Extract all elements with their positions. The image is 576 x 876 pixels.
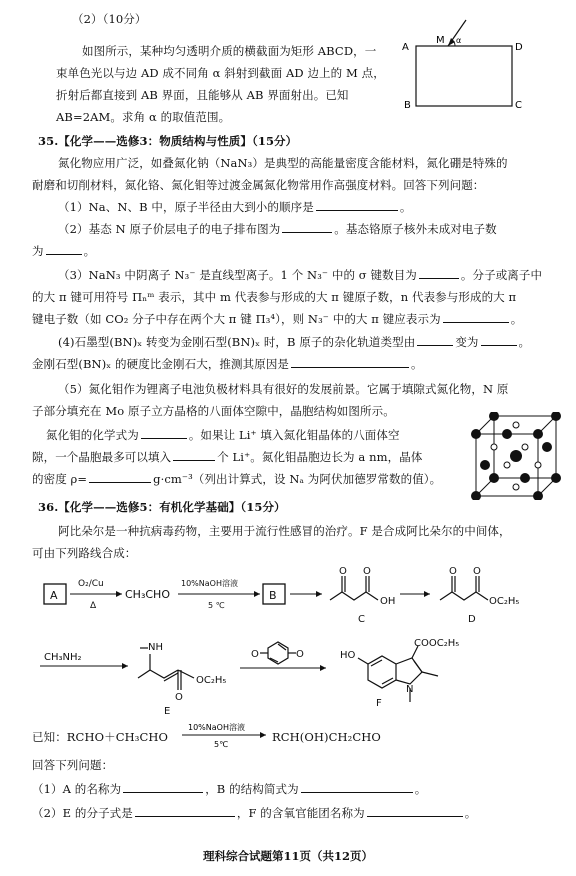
c-oxo-2: O [363,566,371,577]
label-m: M [436,35,445,46]
q35-part4-text-b: 变为 [455,335,479,349]
q36-part1-text-b: ，B 的结构简式为 [205,782,299,796]
q35-part5-text-h: g·cm⁻³（列出计算式，设 Nₐ 为阿伏加德罗常数的值）。 [153,472,442,486]
e-oxo: O [175,692,183,703]
blank-2-2 [46,244,82,255]
q35-part5-text-f: 个 Li⁺。氮化钼晶胞边长为 a nm，晶体 [217,450,423,464]
q36-header: 36.【化学——选修5：有机化学基础】（15分） [38,500,286,514]
q35-part2-text-a: （2）基态 N 原子价层电子的电子排布图为 [58,222,281,236]
blank-5-1 [141,428,187,439]
compound-d-structure [440,576,488,600]
q36-part2-text-b: ，F 的含氧官能团名称为 [236,806,365,820]
known-reactants: 已知：RCHO＋CH₃CHO [32,730,169,744]
blank-1-1 [316,200,398,211]
blank-2-1 [282,222,332,233]
q34-header: （2）（10分） [72,12,147,26]
q35-part4: (4)石墨型(BN)ₓ 转变为金刚石型(BN)ₓ 时，B 原子的杂化轨道类型由 变为 。 [58,335,531,349]
q35-part3-line2: 的大 π 键可用符号 Πₙᵐ 表示，其中 m 代表参与形成的大 π 键原子数，n 代表参与形成的大 π [32,290,517,304]
e-oet: OC₂H₅ [196,675,227,686]
reagent-temp: 5 ℃ [208,601,225,610]
reagent-heat: Δ [90,601,97,611]
q35-part3-line3: 键电子数（如 CO₂ 分子中存在两个大 π 键 Π₃⁴），则 N₃⁻ 中的大 π 键应表示为 。 [32,312,523,326]
q34-line-2: 束单色光以与边 AD 成不同角 α 斜射到截面 AD 边上的 M 点， [56,66,385,80]
q36-part2: （2）E 的分子式是 ，F 的含氧官能团名称为 。 [32,806,477,820]
q35-part4-text-c: 金刚石型(BN)ₓ 的硬度比金刚石大，推测其原因是 [32,357,290,371]
q35-part5-text-c: 氮化钼的化学式为 [46,428,139,442]
f-n: N [406,684,414,695]
d-oxo-1: O [449,566,457,577]
bq-oxo-1: O [251,649,259,660]
q35-intro-1: 氮化物应用广泛，如叠氮化钠（NaN₃）是典型的高能量密度含能材料，氮化硼是特殊的 [58,156,508,170]
q35-intro-2: 耐磨和切削材料，氮化铬、氮化钼等过渡金属氮化物常用作高强度材料。回答下列问题： [32,178,485,192]
c-oxo-1: O [339,566,347,577]
q34-line-1: 如图所示，某种均匀透明介质的横截面为矩形 ABCD，一 [82,44,377,58]
crystal-cell-figure [468,412,564,500]
label-a: A [402,42,409,53]
blank-5-2 [173,450,215,461]
q35-part2 [58,222,497,236]
q36-known [32,730,168,744]
acetaldehyde: CH₃CHO [125,588,170,601]
reagent-o2-cu: O₂/Cu [78,579,104,589]
blank-q36-1 [123,782,203,793]
compound-c-structure [330,576,378,600]
blank-q36-4 [367,806,463,817]
c-oh: OH [380,596,396,607]
e-nh: NH [148,642,163,653]
q35-part5-line4 [32,450,422,464]
q35-part5-text-g: 的密度 ρ= [32,472,88,486]
page-footer: 理科综合试题第11页（共12页） [202,849,373,863]
q36-intro-2: 可由下列路线合成： [32,546,137,560]
blank-3-1 [419,268,459,279]
q35-part5-text-d: 。如果让 Li⁺ 填入氮化钼晶体的八面体空 [188,428,400,442]
q35-part4-text-a: (4)石墨型(BN)ₓ 转变为金刚石型(BN)ₓ 时，B 原子的杂化轨道类型由 [58,335,416,349]
q34-line-4: AB=2AM。求角 α 的取值范围。 [56,110,231,124]
compound-c-label: C [358,614,365,625]
label-b: B [404,100,411,110]
known-condition-bottom: 5℃ [214,740,229,749]
reagent-naoh: 10%NaOH溶液 [181,579,238,588]
blank-4-2 [481,335,517,346]
known-condition-top: 10%NaOH溶液 [188,723,245,732]
bq-oxo-2: O [296,649,304,660]
d-oet: OC₂H₅ [489,596,520,607]
compound-a-label: A [50,589,58,602]
q36-part1: （1）A 的名称为 ，B 的结构简式为 。 [32,782,427,796]
answer-intro: 回答下列问题： [32,758,114,772]
f-ho: HO [340,650,356,661]
q35-part1: （1）Na、N、B 中，原子半径由大到小的顺序是 。 [58,200,412,214]
q35-part2-cont: 为 。 [32,244,96,258]
rectangle-abcd-figure [400,10,530,110]
q35-part5-line1: （5）氮化钼作为锂离子电池负极材料具有很好的发展前景。它属于填隙式氮化物，N 原 [58,382,509,396]
known-product: RCH(OH)CH₂CHO [272,730,381,744]
q36-intro-1: 阿比朵尔是一种抗病毒药物，主要用于流行性感冒的治疗。F 是合成阿比朵尔的中间体， [58,524,511,538]
q35-part5-line5 [32,472,441,486]
compound-f-label: F [376,698,382,709]
d-oxo-2: O [473,566,481,577]
blank-3-2 [443,312,509,323]
label-c: C [515,100,522,110]
compound-d-label: D [468,614,476,625]
known-arrow [180,720,270,750]
synthesis-scheme-row1 [30,562,570,636]
q35-part5-line3 [46,428,400,442]
q34-line-3: 折射后都直接到 AB 界面，且能够从 AB 界面射出。已知 [56,88,349,102]
q36-part1-text-a: （1）A 的名称为 [32,782,122,796]
blank-4-1 [417,335,453,346]
q35-part5-text-e: 隙，一个晶胞最多可以填入 [32,450,172,464]
q35-header: 35.【化学——选修3：物质结构与性质】（15分） [38,134,298,148]
compound-f-structure [358,646,438,702]
q35-part3-text-a: （3）NaN₃ 中阴离子 N₃⁻ 是直线型离子。1 个 N₃⁻ 中的 σ 键数目为 [58,268,417,282]
q35-part3 [58,268,542,282]
q35-part5-line2: 子部分填充在 Mo 原子立方晶格的八面体空隙中，晶胞结构如图所示。 [32,404,395,418]
blank-5-3 [89,472,151,483]
q35-part3-text-d: 键电子数（如 CO₂ 分子中存在两个大 π 键 Π₃⁴），则 N₃⁻ 中的大 π 键应表示为 [32,312,441,326]
q35-part4-line2: 金刚石型(BN)ₓ 的硬度比金刚石大，推测其原因是 。 [32,357,423,371]
f-cooet: COOC₂H₅ [414,638,460,649]
q35-part3-text-b: 。分子或离子中 [460,268,543,282]
q35-part2-text-b: 。基态铬原子核外未成对电子数 [334,222,497,236]
blank-4-3 [291,357,409,368]
blank-q36-2 [301,782,413,793]
compound-e-label: E [164,706,171,717]
reagent-methylamine: CH₃NH₂ [44,652,82,663]
label-alpha: α [456,36,462,45]
benzoquinone-structure [260,642,296,664]
q35-part2-text-c: 为 [32,244,44,258]
compound-b-label: B [269,589,277,602]
blank-q36-3 [135,806,235,817]
label-d: D [515,42,523,53]
q35-part1-text: （1）Na、N、B 中，原子半径由大到小的顺序是 [58,200,314,214]
compound-e-structure [138,648,194,690]
q36-part2-text-a: （2）E 的分子式是 [32,806,133,820]
synthesis-scheme-row2 [30,636,570,718]
